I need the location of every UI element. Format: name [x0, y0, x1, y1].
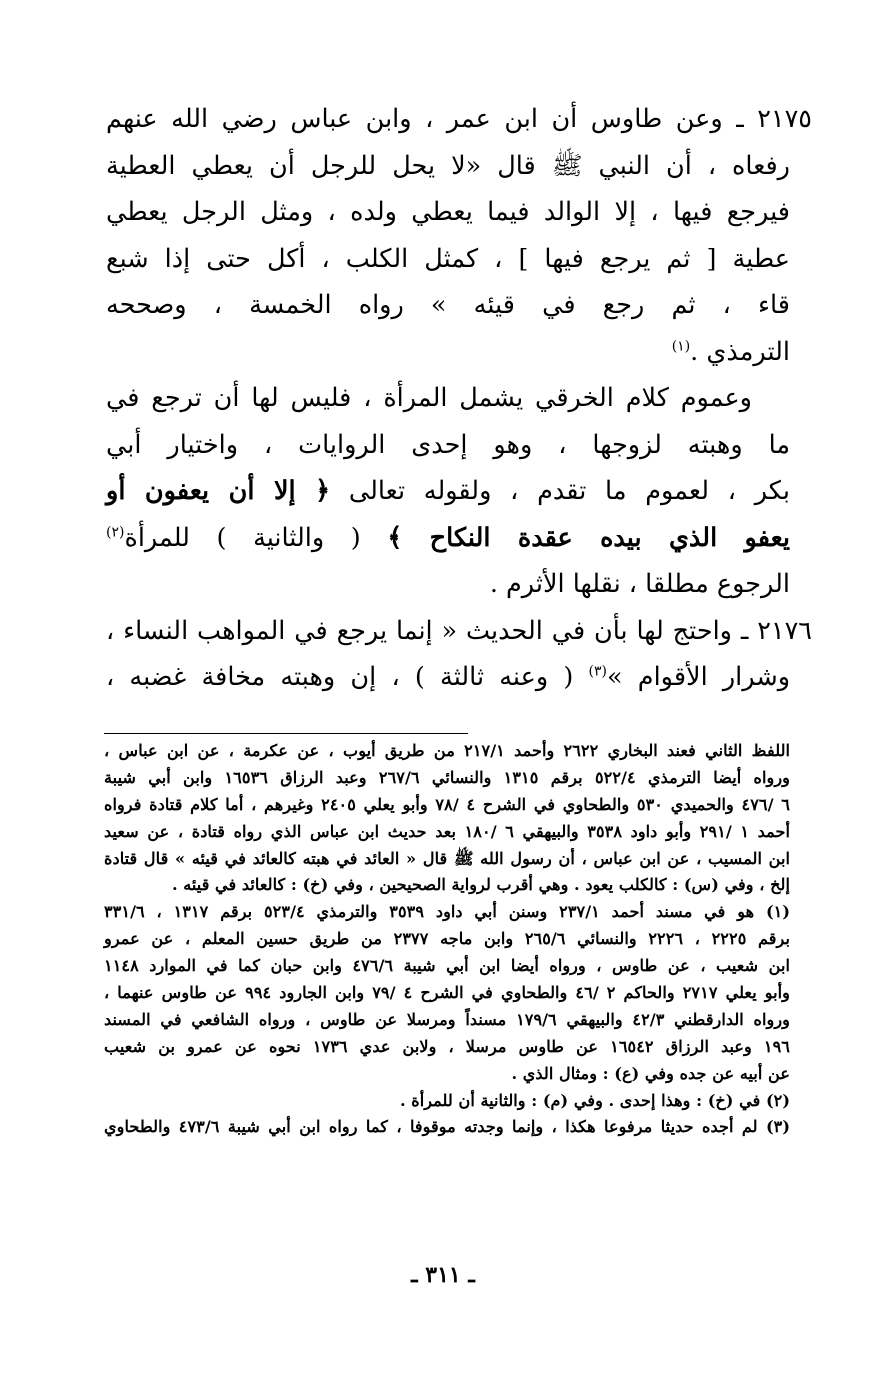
line-text: قاء ، ثم رجع في قيئه » رواه الخمسة ، وصححه — [106, 290, 790, 320]
footnote-line: إلخ ، وفي (س) : كالكلب يعود . وهي أقرب لرواية الصحيحين ، وفي (خ) : كالعائد في قيئه . — [171, 875, 790, 895]
footnote-line: ورواه الدارقطني ٤٢/٣ والبيهقي ١٧٩/٦ مسنداً ومرسلا عن طاوس ، ورواه الشافعي في المسند — [104, 1009, 790, 1029]
footnote-line: ٦ /٤٧٦ والحميدي ٥٣٠ والطحاوي في الشرح ٤ /٧٨ وأبو يعلي ٢٤٠٥ وغيرهم ، أما كلام قتادة فرواه — [104, 794, 790, 814]
text-line-2 — [106, 143, 790, 190]
text-line-7 — [106, 375, 790, 422]
line-text: رفعاه ، أن النبي ﷺ قال «لا يحل للرجل أن يعطي العطية — [106, 150, 790, 181]
line-text: عطية [ ثم يرجع فيها ] ، كمثل الكلب ، أكل حتى إذا شبع — [106, 243, 790, 274]
line-text: ( والثانية ) للمرأة — [124, 522, 388, 553]
quran-quote: ﴿ إلا أن يعفون أو — [106, 476, 331, 506]
line-text: الرجوع مطلقا ، نقلها الأثرم . — [489, 569, 790, 599]
footnote-line: وأبو يعلي ٢٧١٧ والحاكم ٢ /٤٦ والطحاوي في الشرح ٤ /٧٩ وابن الجارود ٩٩٤ عن طاوس عنهما ، — [104, 983, 790, 1003]
footnotes — [104, 738, 790, 1141]
line-text: وشرار الأقوام » — [606, 662, 791, 692]
footnote-line: ابن المسيب ، عن ابن عباس ، أن رسول الله ﷺ قال « العائد في هبته كالعائد في قيئه » قال قتادة — [104, 848, 790, 868]
text-line-9 — [106, 468, 790, 515]
footnote-line: اللفظ الثاني فعند البخاري ٢٦٢٢ وأحمد ٢١٧/١ من طريق أيوب ، عن عكرمة ، عن ابن عباس ، — [104, 741, 790, 760]
line-text: الترمذي . — [690, 336, 790, 367]
footnote-line: ورواه أيضا الترمذي ٥٢٢/٤ برقم ١٣١٥ والنسائي ٢٦٧/٦ وعبد الرزاق ١٦٥٣٦ وابن أبي شيبة — [104, 767, 790, 787]
text-line-8 — [106, 422, 790, 469]
line-text: ( وعنه ثالثة ) ، إن وهبته مخافة غضبه ، — [106, 662, 589, 692]
footnote-ref-2: (٢) — [106, 524, 125, 540]
footnote-line: برقم ٢٢٢٥ ، ٢٢٢٦ والنسائي ٢٦٥/٦ وابن ماجه ٢٣٧٧ من طريق حسين المعلم ، عن عمرو — [104, 929, 790, 949]
line-text: فيرجع فيها ، إلا الوالد فيما يعطي ولده ، ومثل الرجل يعطي — [106, 197, 790, 227]
footnote-separator — [104, 733, 468, 734]
line-text: بكر ، لعموم ما تقدم ، ولقوله تعالى — [348, 476, 790, 506]
page-number: ـ ٣١١ ـ — [411, 1262, 475, 1288]
main-text — [106, 96, 812, 701]
text-line-1 — [106, 96, 812, 143]
text-line-13 — [106, 654, 790, 701]
footnote-line: عن أبيه عن جده وفي (ع) : ومثال الذي . — [511, 1063, 790, 1083]
line-text: ما وهبته لزوجها ، وهو إحدى الروايات ، واختيار أبي — [106, 429, 790, 460]
hadith-2175-start: ٢١٧٥ ـ وعن طاوس أن ابن عمر ، وابن عباس رضي الله عنهم — [106, 104, 812, 134]
text-line-11 — [106, 561, 790, 608]
footnote-line: أحمد ١ /٢٩١ وأبو داود ٣٥٣٨ والبيهقي ٦ /١٨٠ بعد حديث ابن عباس الذي رواه قتادة ، عن سعيد — [104, 821, 790, 841]
footnote-line: ١٩٦ وعبد الرزاق ١٦٥٤٢ عن طاوس مرسلا ، ولابن عدي ١٧٣٦ نحوه عن عمرو بن شعيب — [104, 1036, 791, 1056]
footnote-ref-3: (٣) — [588, 663, 607, 680]
text-line-6 — [106, 329, 790, 376]
footnote-3: (٣) لم أجده حديثا مرفوعا هكذا ، وإنما وجدته موقوفا ، كما رواه ابن أبي شيبة ٤٧٣/٦ والطحاوي — [104, 1117, 790, 1137]
hadith-2176-start: ٢١٧٦ ـ واحتج لها بأن في الحديث « إنما يرجع في المواهب النساء ، — [106, 615, 812, 646]
text-line-3 — [106, 189, 790, 236]
text-line-12 — [106, 608, 812, 655]
footnote-line: ابن شعيب ، عن طاوس ، ورواه أيضا ابن أبي شيبة ٤٧٦/٦ وابن حبان كما في الموارد ١١٤٨ — [104, 956, 790, 976]
line-text: وعموم كلام الخرقي يشمل المرأة ، فليس لها أن ترجع في — [106, 383, 752, 413]
quran-quote: يعفو الذي بيده عقدة النكاح ﴾ — [387, 522, 791, 553]
text-line-4 — [106, 236, 790, 283]
text-line-5 — [106, 282, 790, 329]
text-line-10 — [106, 515, 790, 562]
footnote-2: (٢) في (خ) : وهذا إحدى . وفي (م) : والثانية أن للمرأة . — [400, 1090, 790, 1110]
footnote-ref-1: (١) — [671, 338, 691, 354]
footnote-1: (١) هو في مسند أحمد ٢٣٧/١ وسنن أبي داود ٣٥٣٩ والترمذي ٥٢٣/٤ برقم ١٣١٧ ، ٣٣١/٦ — [104, 902, 791, 922]
